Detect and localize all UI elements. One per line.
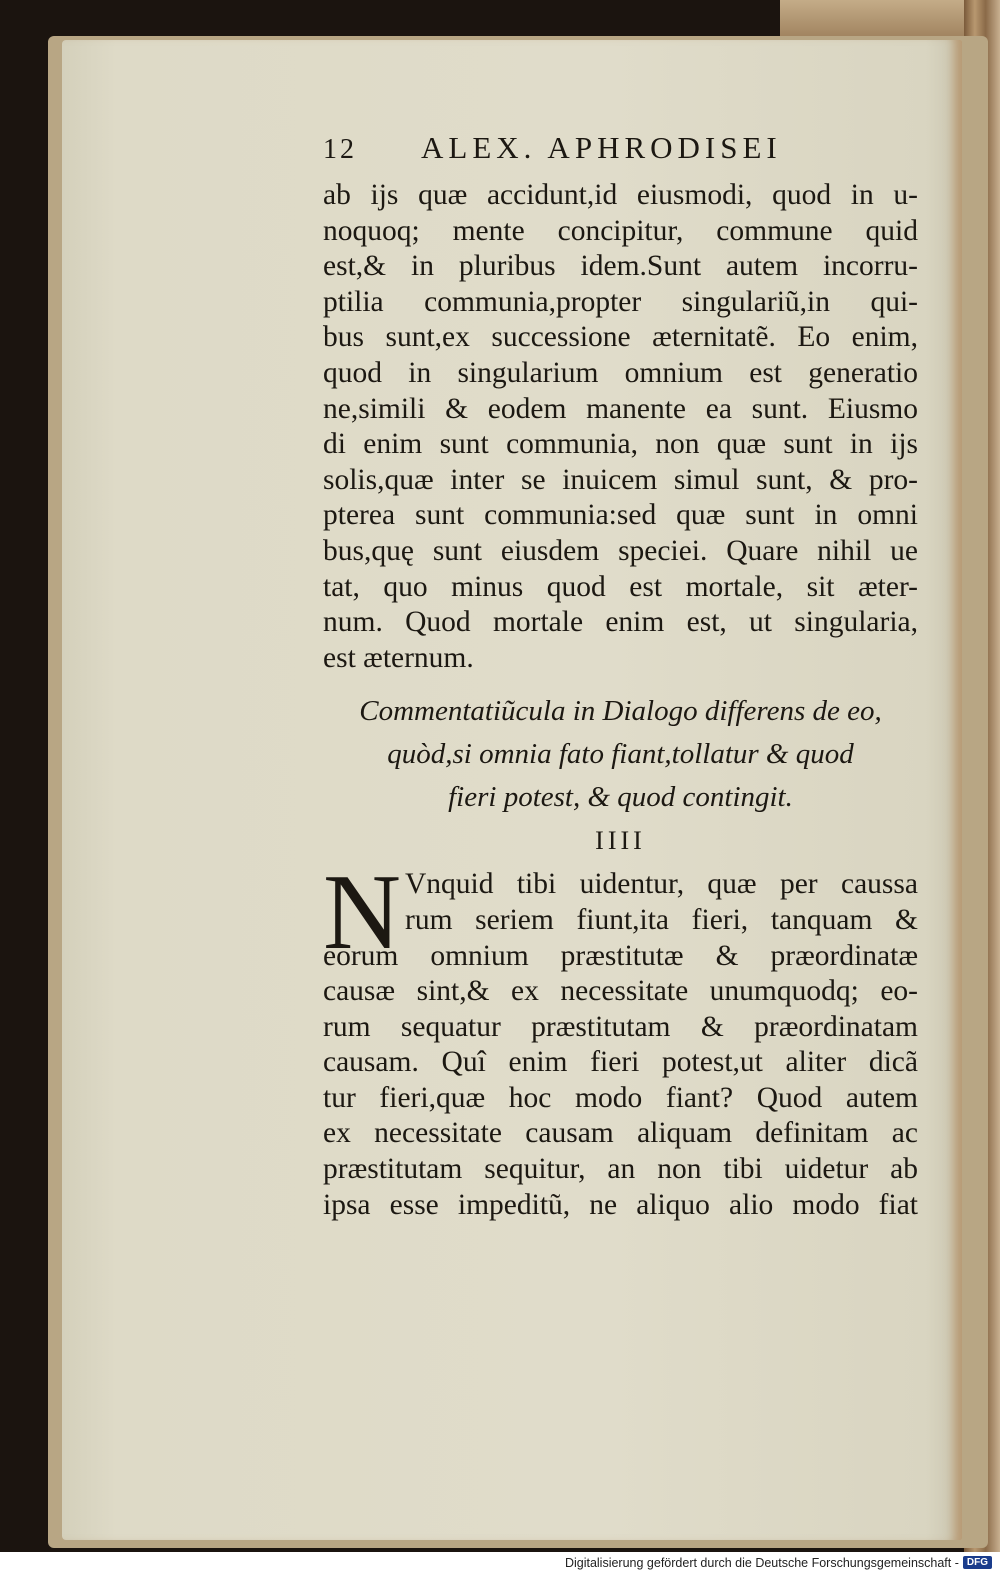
text-line: bus sunt,ex successione æternitatẽ. Eo enim, <box>323 321 918 354</box>
text-line: tur fieri,quæ hoc modo fiant? Quod autem <box>323 1081 918 1114</box>
running-head <box>323 130 923 178</box>
text-line: quod in singularium omnium est generatio <box>323 356 918 389</box>
section-heading <box>323 690 918 819</box>
heading-line: Commentatiũcula in Dialogo differens de eo, <box>359 695 882 728</box>
text-line: causæ sint,& ex necessitate unumquodq; eo- <box>323 975 918 1008</box>
text-line: Vnquid tibi uidentur, quæ per caussa <box>405 868 918 901</box>
text-line: tat, quo minus quod est mortale, sit æter- <box>323 570 918 603</box>
text-line: est æternum. <box>323 641 474 674</box>
dfg-logo: DFG <box>963 1556 992 1569</box>
chapter-text <box>323 853 923 1223</box>
text-line: rum seriem fiunt,ita fieri, tanquam & <box>405 903 918 936</box>
body-paragraph <box>323 178 923 676</box>
text-line: est,& in pluribus idem.Sunt autem incorru- <box>323 250 918 283</box>
text-line: ab ijs quæ accidunt,id eiusmodi, quod in u- <box>323 179 918 211</box>
running-title: ALEX. APHRODISEI <box>421 130 782 165</box>
section-number: IIII <box>595 826 646 856</box>
text-line: noquoq; mente concipitur, commune quid <box>323 214 918 247</box>
heading-line: quòd,si omnia fato fiant,tollatur & quod <box>387 738 854 771</box>
text-line: solis,quæ inter se inuicem simul sunt, & pro- <box>323 463 918 496</box>
text-line: ptilia communia,propter singulariũ,in qui- <box>323 285 918 318</box>
drop-cap-initial: N <box>323 853 401 973</box>
text-line: ex necessitate causam aliquam definitam ac <box>323 1117 918 1150</box>
text-line: ne,simili & eodem manente ea sunt. Eiusmo <box>323 392 918 425</box>
text-line: bus,quę sunt eiusdem speciei. Quare nihil ue <box>323 534 918 567</box>
heading-line: fieri potest, & quod contingit. <box>448 781 793 814</box>
text-line: eorum omnium præstitutæ & præordinatæ <box>323 939 918 972</box>
page-text <box>323 130 923 1223</box>
text-line: ipsa esse impeditũ, ne aliquo alio modo fiat <box>323 1188 918 1221</box>
text-line: pterea sunt communia:sed quæ sunt in omni <box>323 499 918 532</box>
digitization-footer <box>0 1552 1000 1573</box>
page-number: 12 <box>323 134 357 165</box>
text-line: di enim sunt communia, non quæ sunt in ijs <box>323 428 918 461</box>
text-line: num. Quod mortale enim est, ut singularia, <box>323 606 918 639</box>
text-line: præstitutam sequitur, an non tibi uidetur ab <box>323 1153 918 1186</box>
footer-credit: Digitalisierung gefördert durch die Deutsche Forschungsgemeinschaft - <box>564 1555 959 1570</box>
text-line: rum sequatur præstitutam & præordinatam <box>323 1010 918 1043</box>
text-line: causam. Quî enim fieri potest,ut aliter dicã <box>323 1046 918 1079</box>
